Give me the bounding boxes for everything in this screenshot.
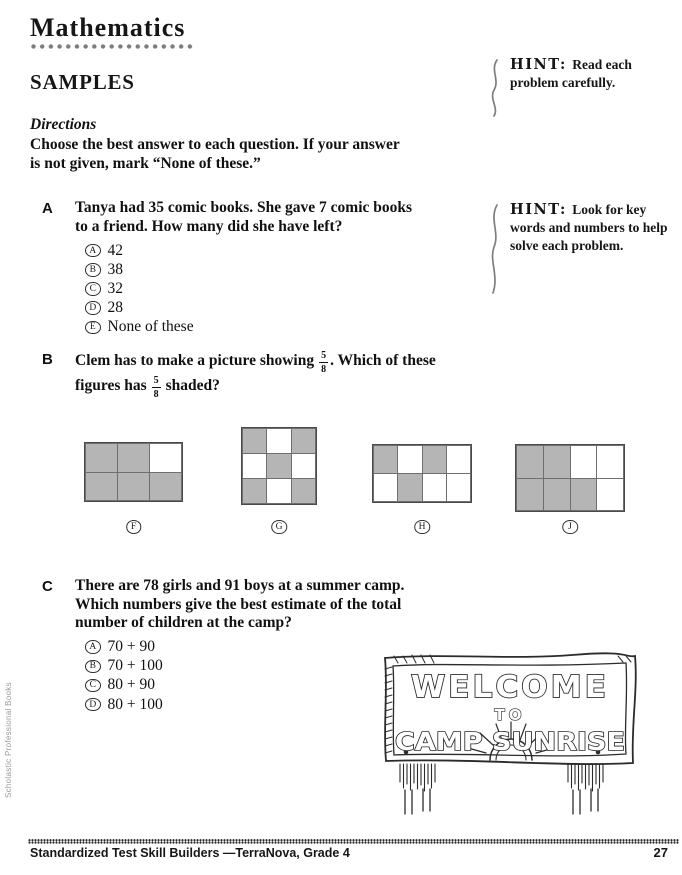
choice-bubble-e: E	[85, 321, 101, 335]
choice-c-option-c	[85, 676, 404, 695]
figure-bubble-g: G	[271, 520, 287, 534]
hint-1-label: HINT:	[510, 56, 567, 73]
figure-option-h	[372, 444, 472, 532]
shaded-cell	[118, 473, 149, 501]
unshaded-cell	[150, 444, 181, 472]
unshaded-cell	[423, 474, 446, 501]
directions-line-1: Choose the best answer to each question. If your answer	[30, 136, 400, 153]
hint-1-text	[510, 56, 677, 118]
choice-text: 32	[107, 279, 123, 297]
choice-a-option-c	[85, 279, 412, 298]
question-a-label: A	[42, 200, 53, 217]
hint-box-1	[487, 56, 677, 118]
shaded-cell	[517, 446, 543, 478]
figure-bubble-h: H	[414, 520, 430, 534]
choice-text: 28	[107, 299, 123, 317]
directions-line-2: is not given, mark “None of these.”	[30, 154, 261, 172]
sign-text-welcome: WELCOME	[411, 670, 609, 705]
choice-c-option-a	[85, 638, 404, 657]
title-dotted-underline	[31, 44, 196, 49]
choice-text: 80 + 90	[107, 676, 155, 694]
choice-text: 80 + 100	[107, 695, 163, 713]
hint-2-text	[510, 201, 682, 295]
unshaded-cell	[267, 479, 290, 503]
shaded-cell	[243, 479, 266, 503]
section-heading: SAMPLES	[30, 70, 135, 94]
question-c-body	[75, 577, 404, 714]
choice-a-option-e	[85, 318, 412, 337]
shaded-cell	[571, 479, 597, 511]
question-b-seg1: Clem has to make a picture showing	[75, 352, 315, 369]
question-a	[42, 199, 412, 337]
question-b-line-1	[75, 350, 436, 375]
fraction-five-eighths	[152, 375, 161, 400]
fraction-grid-g	[241, 427, 317, 505]
shaded-cell	[150, 473, 181, 501]
unshaded-cell	[267, 429, 290, 453]
unshaded-cell	[597, 446, 623, 478]
question-a-choices	[85, 241, 412, 337]
shaded-cell	[243, 429, 266, 453]
shaded-cell	[517, 479, 543, 511]
shaded-cell	[374, 446, 397, 473]
shaded-cell	[86, 444, 117, 472]
question-c-line-3: number of children at the camp?	[75, 614, 292, 631]
figure-option-g	[241, 427, 317, 532]
unshaded-cell	[243, 454, 266, 478]
fraction-grid-j	[515, 444, 625, 512]
hint-1-body: Read each problem carefully.	[510, 57, 632, 90]
fraction-grid-h	[372, 444, 472, 503]
sign-text-to: TO	[494, 706, 526, 724]
question-c-choices	[85, 638, 404, 715]
shaded-cell	[267, 454, 290, 478]
choice-text: 70 + 90	[107, 638, 155, 656]
choice-text: None of these	[107, 318, 194, 336]
figure-option-f	[84, 442, 183, 532]
question-a-line-1: Tanya had 35 comic books. She gave 7 comic books	[75, 199, 413, 216]
sign-text-camp-sunrise: CAMP SUNRISE	[395, 727, 625, 756]
choice-c-option-d	[85, 695, 404, 714]
question-b-line-2	[75, 375, 436, 400]
choice-a-option-a	[85, 241, 412, 260]
figure-bubble-j: J	[562, 520, 578, 534]
shaded-cell	[398, 474, 421, 501]
choice-text: 38	[107, 260, 123, 278]
hint-2-body: Look for key words and numbers to help solve each problem.	[510, 202, 668, 253]
unshaded-cell	[292, 454, 315, 478]
unshaded-cell	[571, 446, 597, 478]
fraction-grid-f	[84, 442, 183, 502]
figure-option-j	[515, 444, 625, 532]
choice-bubble-d: D	[85, 698, 101, 712]
question-c-line-2: Which numbers give the best estimate of the total	[75, 595, 402, 613]
question-b-seg4: shaded?	[165, 377, 220, 394]
choice-a-option-b	[85, 260, 412, 279]
choice-bubble-a: A	[85, 640, 101, 654]
footer-dotted-rule	[28, 839, 679, 844]
choice-c-option-b	[85, 657, 404, 676]
shaded-cell	[544, 479, 570, 511]
unshaded-cell	[597, 479, 623, 511]
choice-bubble-a: A	[85, 244, 101, 258]
question-c-line-1: There are 78 girls and 91 boys at a summer camp.	[75, 577, 405, 594]
unshaded-cell	[447, 474, 470, 501]
choice-bubble-c: C	[85, 282, 101, 296]
footer-book-title: Standardized Test Skill Builders —TerraNova, Grade 4	[30, 846, 350, 860]
publisher-vertical-text: Scholastic Professional Books	[4, 682, 13, 798]
fraction-five-eighths	[319, 350, 328, 375]
question-a-line-2: to a friend. How many did she have left?	[75, 217, 343, 235]
figure-bubble-f: F	[126, 520, 142, 534]
footer-page-number: 27	[653, 845, 668, 860]
choice-a-option-d	[85, 299, 412, 318]
question-b-seg2: . Which of these	[330, 352, 436, 369]
hint-2-label: HINT:	[510, 201, 567, 218]
choice-bubble-d: D	[85, 301, 101, 315]
fraction-numerator: 5	[153, 375, 159, 386]
question-b	[42, 350, 436, 400]
directions-text	[30, 136, 400, 173]
choice-text: 42	[107, 241, 123, 259]
fraction-numerator: 5	[321, 350, 327, 361]
question-a-body	[75, 199, 412, 337]
unshaded-cell	[398, 446, 421, 473]
question-c	[42, 577, 404, 714]
brace-squiggle-icon	[487, 203, 501, 295]
shaded-cell	[544, 446, 570, 478]
shaded-cell	[292, 479, 315, 503]
shaded-cell	[118, 444, 149, 472]
choice-bubble-c: C	[85, 679, 101, 693]
question-b-seg3: figures has	[75, 377, 147, 394]
page-title: Mathematics	[30, 13, 186, 42]
choice-bubble-b: B	[85, 263, 101, 277]
choice-text: 70 + 100	[107, 657, 163, 675]
unshaded-cell	[447, 446, 470, 473]
question-b-label: B	[42, 351, 53, 368]
shaded-cell	[292, 429, 315, 453]
unshaded-cell	[374, 474, 397, 501]
fraction-denominator: 8	[321, 364, 327, 375]
shaded-cell	[86, 473, 117, 501]
question-c-label: C	[42, 578, 53, 595]
question-b-body	[75, 350, 436, 400]
choice-bubble-b: B	[85, 660, 101, 674]
brace-squiggle-icon	[487, 58, 501, 118]
hint-box-2	[487, 201, 682, 295]
shaded-cell	[423, 446, 446, 473]
fraction-denominator: 8	[153, 389, 159, 400]
directions-heading: Directions	[30, 116, 97, 133]
camp-sunrise-sign-illustration	[372, 645, 664, 817]
